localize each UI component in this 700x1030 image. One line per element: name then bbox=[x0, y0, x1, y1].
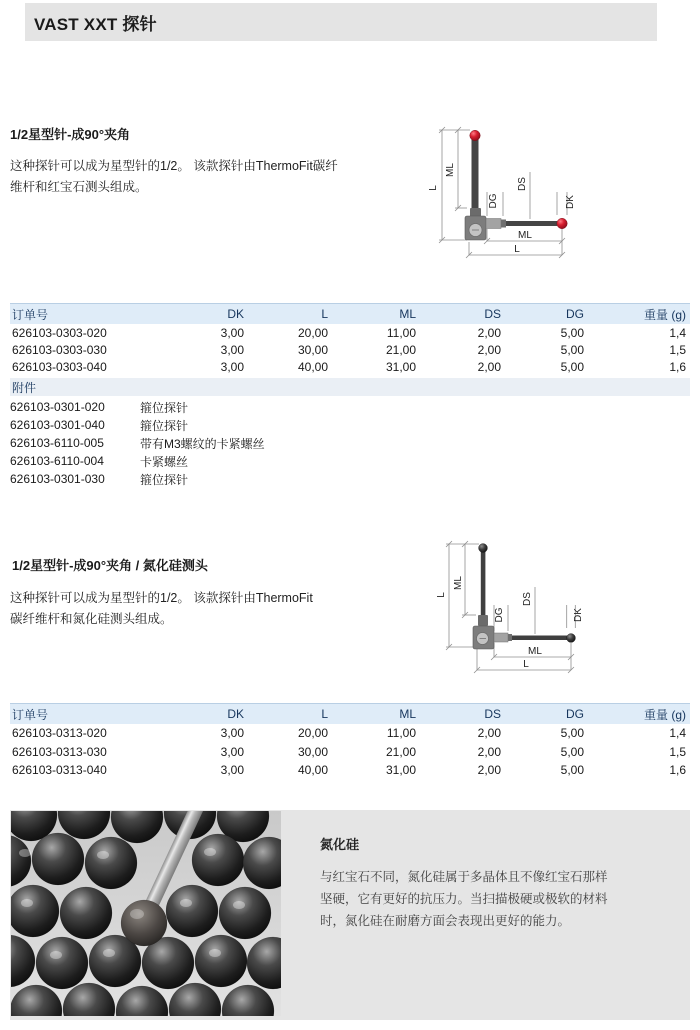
value-cell: 5,00 bbox=[560, 763, 584, 778]
page-title-bar bbox=[25, 3, 657, 41]
order-number: 626103-0303-040 bbox=[12, 359, 107, 374]
ruby-ball-top bbox=[470, 130, 480, 140]
column-header: DG bbox=[505, 304, 588, 325]
label-L-vertical: L bbox=[428, 185, 439, 191]
value-cell: 1,5 bbox=[669, 744, 686, 759]
column-header: 重量 (g) bbox=[588, 304, 690, 325]
order-number: 626103-0313-020 bbox=[12, 726, 107, 741]
section2-body bbox=[10, 588, 313, 630]
silicon-nitride-balls-photo bbox=[11, 811, 281, 1016]
accessory-code: 626103-6110-004 bbox=[10, 454, 104, 468]
value-cell: 2,00 bbox=[477, 359, 501, 374]
label-DK: DK bbox=[573, 608, 584, 622]
dimension-lines bbox=[446, 541, 575, 673]
value-cell: 1,4 bbox=[669, 325, 686, 340]
column-header: ML bbox=[332, 304, 420, 325]
table-row bbox=[10, 761, 690, 780]
spec-table-ruby bbox=[10, 303, 690, 375]
accessory-desc: 箍位探针 bbox=[140, 418, 189, 433]
value-cell: 20,00 bbox=[297, 325, 328, 340]
column-header: DK bbox=[170, 304, 248, 325]
nitride-stylus-diagram bbox=[435, 535, 695, 695]
section1-heading: 1/2星型针-成90°夹角 bbox=[10, 127, 131, 142]
label-DG: DG bbox=[494, 607, 505, 623]
nitride-ball-right bbox=[567, 634, 576, 643]
value-cell: 31,00 bbox=[385, 359, 416, 374]
accessory-row bbox=[10, 434, 690, 452]
accessory-code: 626103-0301-020 bbox=[10, 400, 105, 414]
ruby-ball-right bbox=[557, 218, 567, 228]
panel-heading: 氮化硅 bbox=[320, 837, 360, 852]
column-header: 订单号 bbox=[10, 704, 170, 725]
accessories-heading: 附件 bbox=[12, 380, 37, 395]
value-cell: 5,00 bbox=[560, 359, 584, 374]
table-row bbox=[10, 341, 690, 358]
table-header-row bbox=[10, 304, 690, 325]
table-row bbox=[10, 358, 690, 375]
ruby-stylus-diagram bbox=[425, 108, 695, 270]
nitride-info-panel bbox=[10, 810, 690, 1020]
accessories-section bbox=[10, 378, 690, 488]
dimension-lines bbox=[439, 127, 567, 258]
value-cell: 11,00 bbox=[386, 726, 416, 741]
accessory-row bbox=[10, 416, 690, 434]
column-header: DG bbox=[505, 704, 588, 725]
value-cell: 40,00 bbox=[297, 763, 328, 778]
label-ML-vertical: ML bbox=[453, 576, 464, 590]
value-cell: 3,00 bbox=[220, 325, 244, 340]
value-cell: 3,00 bbox=[220, 342, 244, 357]
value-cell: 3,00 bbox=[220, 744, 244, 759]
accessory-code: 626103-0301-040 bbox=[10, 418, 105, 432]
value-cell: 2,00 bbox=[477, 744, 501, 759]
order-number: 626103-0313-040 bbox=[12, 763, 107, 778]
accessory-row bbox=[10, 452, 690, 470]
value-cell: 5,00 bbox=[560, 744, 584, 759]
table-header-row bbox=[10, 704, 690, 725]
accessories-band bbox=[10, 378, 690, 396]
value-cell: 1,6 bbox=[669, 763, 686, 778]
table-row bbox=[10, 743, 690, 762]
value-cell: 1,4 bbox=[669, 726, 686, 741]
order-number: 626103-0313-030 bbox=[12, 744, 107, 759]
label-L-horizontal: L bbox=[514, 244, 520, 255]
accessory-desc: 箍位探针 bbox=[140, 400, 189, 415]
value-cell: 21,00 bbox=[385, 744, 416, 759]
order-number: 626103-0303-030 bbox=[12, 342, 107, 357]
table-row bbox=[10, 724, 690, 743]
value-cell: 3,00 bbox=[220, 359, 244, 374]
label-ML-horizontal: ML bbox=[518, 230, 532, 241]
accessory-row bbox=[10, 398, 690, 416]
accessory-code: 626103-0301-030 bbox=[10, 472, 105, 486]
column-header: DK bbox=[170, 704, 248, 725]
label-L-horizontal: L bbox=[523, 659, 529, 670]
value-cell: 30,00 bbox=[297, 744, 328, 759]
stylus-tip-ball bbox=[121, 900, 167, 946]
value-cell: 1,6 bbox=[669, 359, 686, 374]
value-cell: 20,00 bbox=[297, 726, 328, 741]
value-cell: 21,00 bbox=[385, 342, 416, 357]
column-header: 重量 (g) bbox=[588, 704, 690, 725]
section2-body-line2: 碳纤维杆和氮化硅测头组成。 bbox=[10, 612, 173, 626]
section1-body-line1: 这种探针可以成为星型针的1/2。 该款探针由ThermoFit碳纤 bbox=[10, 159, 338, 173]
section2-heading: 1/2星型针-成90°夹角 / 氮化硅测头 bbox=[12, 558, 208, 573]
column-header: L bbox=[248, 704, 332, 725]
panel-body-line1: 与红宝石不同，氮化硅属于多晶体且不像红宝石那样 bbox=[320, 870, 608, 884]
accessory-code: 626103-6110-005 bbox=[10, 436, 104, 450]
value-cell: 2,00 bbox=[477, 763, 501, 778]
value-cell: 3,00 bbox=[220, 763, 244, 778]
value-cell: 1,5 bbox=[669, 342, 686, 357]
section2-body-line1: 这种探针可以成为星型针的1/2。 该款探针由ThermoFit bbox=[10, 591, 313, 605]
value-cell: 2,00 bbox=[477, 726, 501, 741]
accessory-row bbox=[10, 470, 690, 488]
column-header: ML bbox=[332, 704, 420, 725]
value-cell: 2,00 bbox=[477, 325, 501, 340]
value-cell: 5,00 bbox=[560, 325, 584, 340]
label-L-vertical: L bbox=[436, 592, 447, 598]
value-cell: 31,00 bbox=[385, 763, 416, 778]
accessory-desc: 带有M3螺纹的卡紧螺丝 bbox=[140, 436, 265, 451]
value-cell: 5,00 bbox=[560, 342, 584, 357]
page-title: VAST XXT 探针 bbox=[34, 14, 157, 34]
label-DS: DS bbox=[522, 592, 533, 606]
column-header: DS bbox=[420, 704, 505, 725]
label-ML-horizontal: ML bbox=[528, 646, 542, 657]
column-header: L bbox=[248, 304, 332, 325]
panel-body bbox=[320, 866, 608, 932]
nitride-ball-top bbox=[479, 544, 488, 553]
column-header: DS bbox=[420, 304, 505, 325]
value-cell: 30,00 bbox=[297, 342, 328, 357]
panel-body-line3: 时，氮化硅在耐磨方面会表现出更好的能力。 bbox=[320, 914, 571, 928]
label-DS: DS bbox=[517, 177, 528, 191]
order-number: 626103-0303-020 bbox=[12, 325, 107, 340]
table-row bbox=[10, 324, 690, 341]
column-header: 订单号 bbox=[10, 304, 170, 325]
label-DG: DG bbox=[488, 193, 499, 209]
accessories-list bbox=[10, 398, 690, 488]
label-DK: DK bbox=[565, 195, 576, 209]
spec-table-nitride bbox=[10, 703, 690, 780]
panel-body-line2: 坚硬，它有更好的抗压力。当扫描极硬或极软的材料 bbox=[320, 892, 608, 906]
value-cell: 2,00 bbox=[477, 342, 501, 357]
value-cell: 40,00 bbox=[297, 359, 328, 374]
section1-body-line2: 维杆和红宝石测头组成。 bbox=[10, 180, 148, 194]
accessory-desc: 卡紧螺丝 bbox=[140, 454, 189, 469]
section1-body bbox=[10, 156, 338, 198]
value-cell: 11,00 bbox=[386, 325, 416, 340]
accessory-desc: 箍位探针 bbox=[140, 472, 189, 487]
value-cell: 3,00 bbox=[220, 726, 244, 741]
label-ML-vertical: ML bbox=[445, 163, 456, 177]
value-cell: 5,00 bbox=[560, 726, 584, 741]
